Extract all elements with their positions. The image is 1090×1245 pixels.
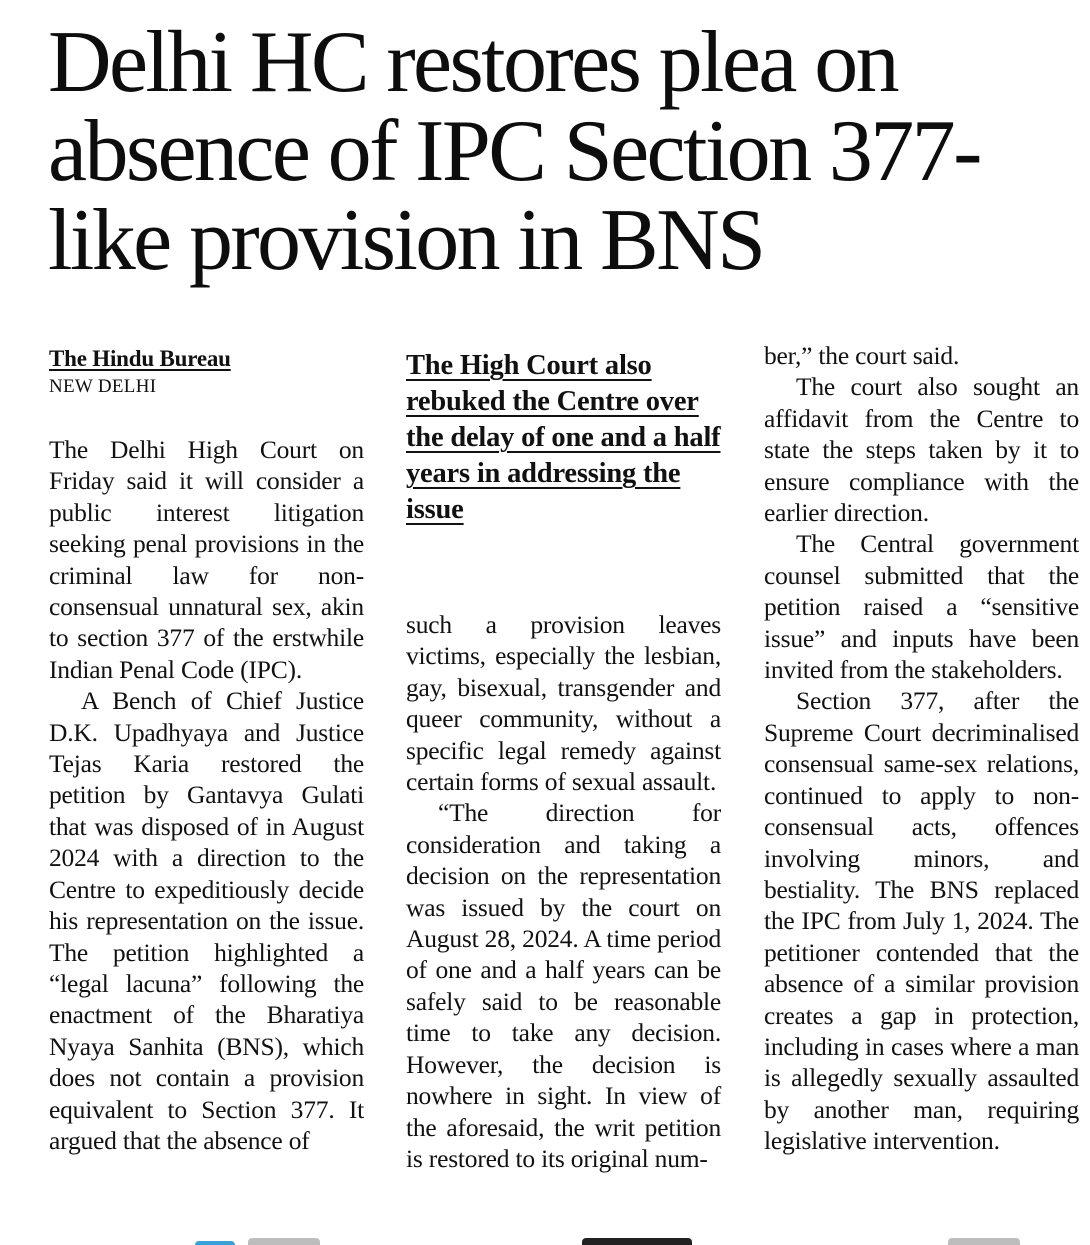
headline: Delhi HC restores plea on absence of IPC Section 377-like provision in BNS bbox=[48, 14, 980, 289]
paragraph: The Delhi High Court on Friday said it will consider a public interest litigation seeking penal provisions in the criminal law for non-consensual unnatural sex, akin to section 377 of the erstwhile Indian Penal Code (IPC). bbox=[49, 435, 364, 684]
ui-overlay-fragment bbox=[582, 1238, 692, 1245]
pull-quote-text: The High Court also rebuked the Centre over the delay of one and a half years in addressing the issue bbox=[406, 350, 721, 525]
article-column-2 bbox=[406, 340, 721, 1174]
paragraph: The court also sought an affidavit from the Centre to state the steps taken by it to ensure compliance with the earlier direction. bbox=[764, 372, 1079, 528]
article-column-1 bbox=[49, 340, 364, 1156]
paragraph: such a provision leaves victims, especially the lesbian, gay, bisexual, transgender and queer community, without a specific legal remedy against certain forms of sexual assault. bbox=[406, 610, 721, 797]
pull-quote bbox=[406, 348, 721, 528]
paragraph: ber,” the court said. bbox=[764, 341, 960, 370]
paragraph: A Bench of Chief Justice D.K. Upadhyaya and Justice Tejas Karia restored the petition by Gantavya Gulati that was disposed of in August 2024 with a direction to the Centre to expeditiously decide his representation on the issue. The petition highlighted a “legal lacuna” following the enactment of the Bharatiya Nyaya Sanhita (BNS), which does not contain a provision equivalent to Section 377. It argued that the absence of bbox=[49, 686, 364, 1155]
paragraph: The Central government counsel submitted that the petition raised a “sensitive issue” and inputs have been invited from the stakeholders. bbox=[764, 529, 1079, 685]
paragraph: Section 377, after the Supreme Court decriminalised consensual same-sex relations, continued to apply to non-consensual acts, offences involving minors, and bestiality. The BNS replaced the IPC from July 1, 2024. The petitioner contended that the absence of a similar provision creates a gap in protection, including in cases where a man is allegedly sexually assaulted by another man, requiring legislative intervention. bbox=[764, 686, 1079, 1156]
byline: The Hindu Bureau bbox=[49, 346, 231, 371]
paragraph: “The direction for consideration and taking a decision on the representation was issued by the court on August 28, 2024. A time period of one and a half years can be safely said to be reasonable time to take any decision. However, the decision is nowhere in sight. In view of the aforesaid, the writ petition is restored to its original num- bbox=[406, 798, 721, 1173]
ui-overlay-fragment bbox=[195, 1241, 235, 1245]
ui-overlay-fragment bbox=[948, 1238, 1020, 1245]
dateline: NEW DELHI bbox=[49, 376, 157, 397]
article-column-3 bbox=[764, 340, 1079, 1157]
ui-overlay-fragment bbox=[248, 1238, 320, 1245]
